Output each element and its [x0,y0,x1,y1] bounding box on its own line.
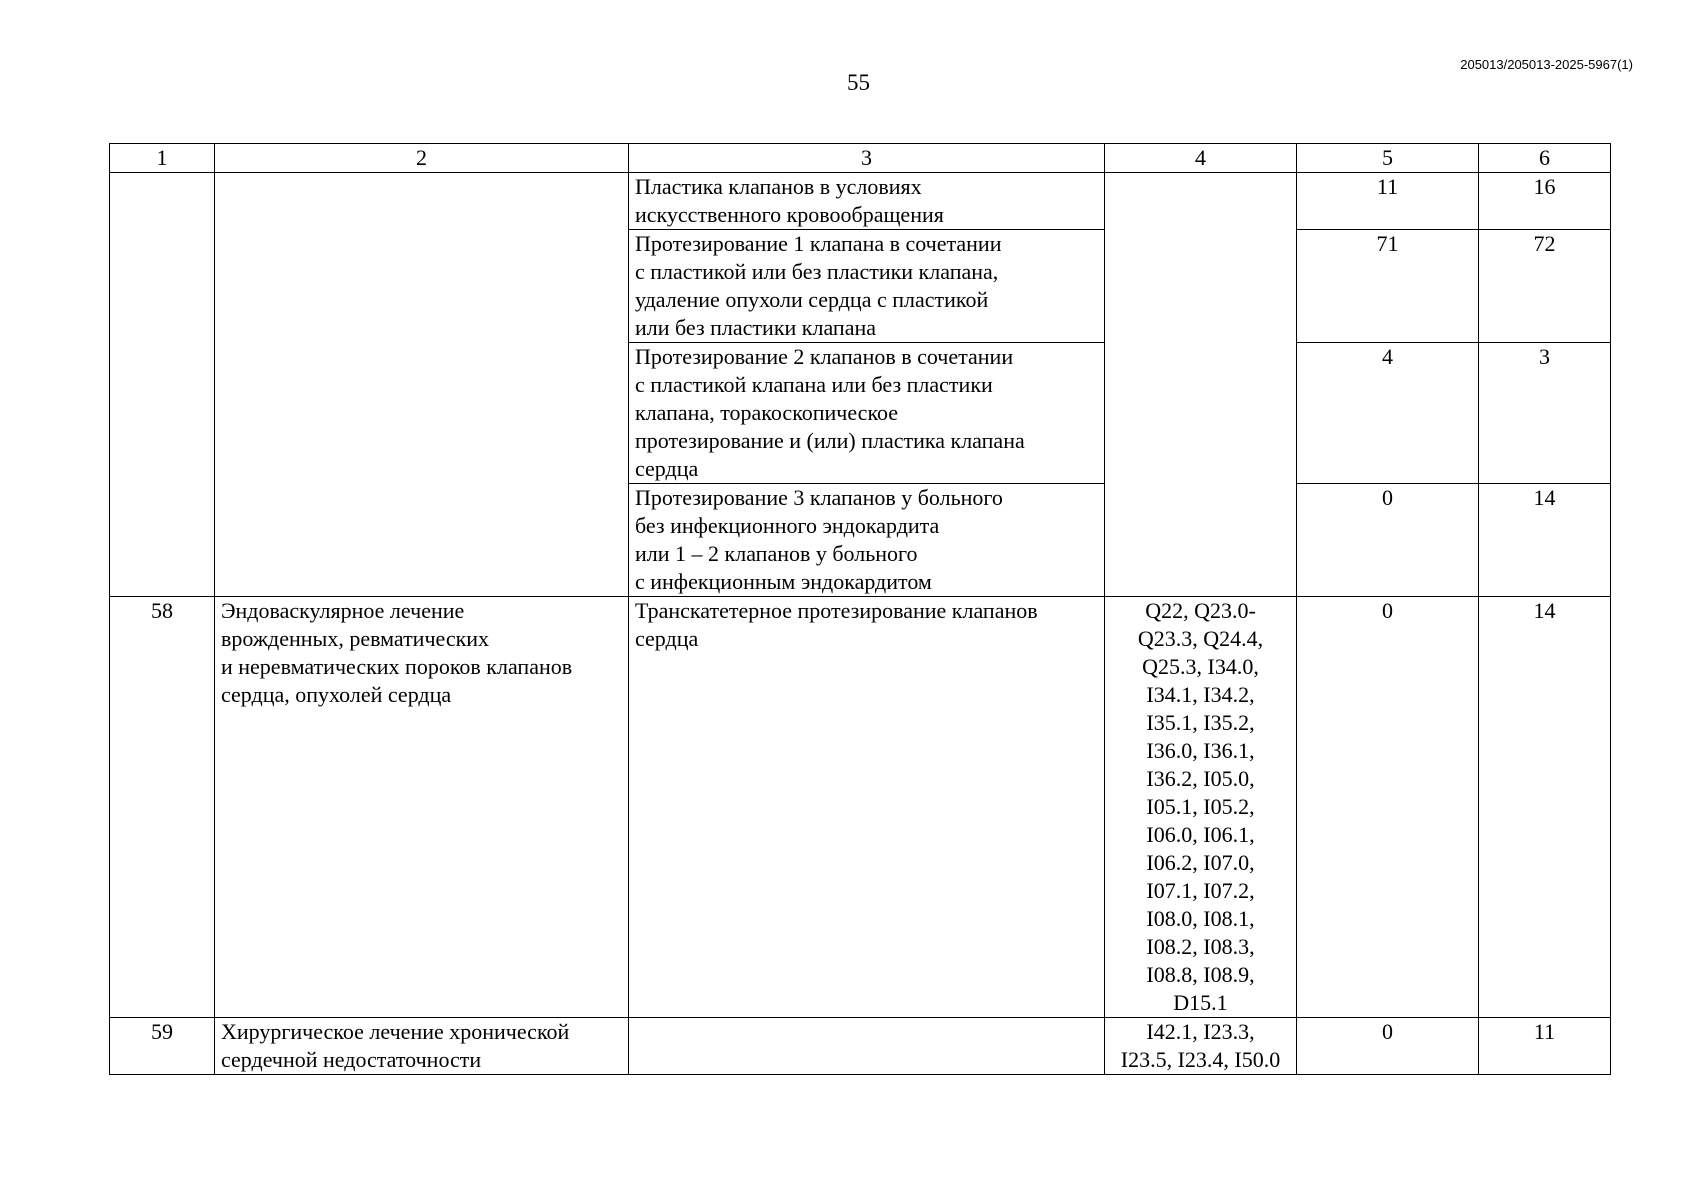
value-col6-cell: 16 [1479,173,1611,230]
value-col5-cell: 0 [1297,484,1479,597]
value-col5-cell: 71 [1297,230,1479,343]
method-cell: Транскатетерное протезирование клапанов сердца [629,597,1105,1018]
table-row-58 [110,597,1611,1018]
medical-procedures-table [109,143,1611,1075]
method-cell [629,1018,1105,1075]
value-col5-cell: 0 [1297,1018,1479,1075]
header-cell-4: 4 [1105,144,1297,173]
value-col5-cell: 4 [1297,343,1479,484]
header-cell-5: 5 [1297,144,1479,173]
value-col6-cell: 14 [1479,484,1611,597]
method-cell: Протезирование 3 клапанов у больного без инфекционного эндокардита или 1 – 2 клапанов у больного с инфекционным эндокардитом [629,484,1105,597]
empty-number-cell [110,173,215,597]
method-cell: Протезирование 1 клапана в сочетании с пластикой или без пластики клапана, удаление опухоли сердца с пластикой или без пластики клапана [629,230,1105,343]
row-number-cell: 59 [110,1018,215,1075]
value-col6-cell: 14 [1479,597,1611,1018]
table-header-row [110,144,1611,173]
method-cell: Пластика клапанов в условиях искусственного кровообращения [629,173,1105,230]
page-number: 55 [847,70,870,95]
table-row [110,173,1611,230]
treatment-name-cell: Хирургическое лечение хронической сердечной недостаточности [215,1018,629,1075]
row-number-cell: 58 [110,597,215,1018]
table-row-59 [110,1018,1611,1075]
empty-name-cell [215,173,629,597]
header-cell-3: 3 [629,144,1105,173]
document-id: 205013/205013-2025-5967(1) [1460,57,1633,72]
value-col6-cell: 3 [1479,343,1611,484]
diagnosis-codes-cell: Q22, Q23.0- Q23.3, Q24.4, Q25.3, I34.0, I34.1, I34.2, I35.1, I35.2, I36.0, I36.1, I36.2, I05.0, I05.1, I05.2, I06.0, I06.1, I06.2, I07.0, I07.1, I07.2, I08.0, I08.1, I08.2, I08.3, I08.8, I08.9, D15.1 [1105,597,1297,1018]
header-cell-1: 1 [110,144,215,173]
method-cell: Протезирование 2 клапанов в сочетании с пластикой клапана или без пластики клапана, торакоскопическое протезирование и (или) пластика клапана сердца [629,343,1105,484]
value-col5-cell: 11 [1297,173,1479,230]
diagnosis-codes-cell: I42.1, I23.3, I23.5, I23.4, I50.0 [1105,1018,1297,1075]
value-col6-cell: 72 [1479,230,1611,343]
value-col5-cell: 0 [1297,597,1479,1018]
empty-codes-cell [1105,173,1297,597]
value-col6-cell: 11 [1479,1018,1611,1075]
header-cell-2: 2 [215,144,629,173]
header-cell-6: 6 [1479,144,1611,173]
treatment-name-cell: Эндоваскулярное лечение врожденных, ревматических и неревматических пороков клапанов сердца, опухолей сердца [215,597,629,1018]
